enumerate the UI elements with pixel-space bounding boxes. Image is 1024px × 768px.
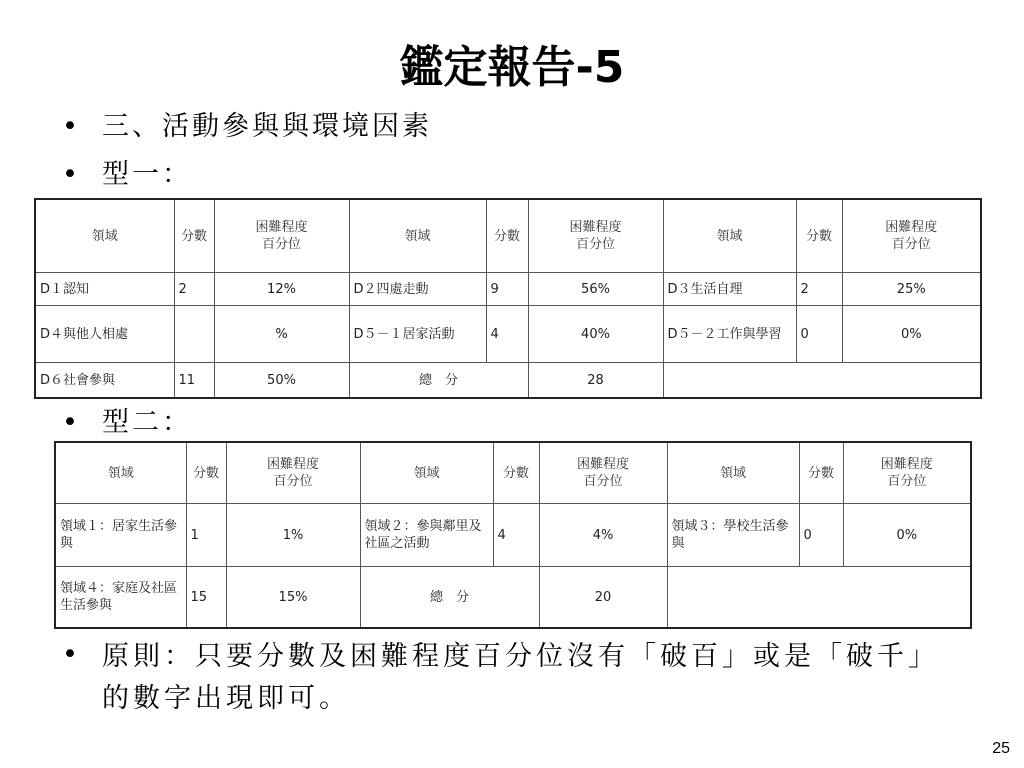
domain-cell: 領域１：居家生活參與: [55, 504, 186, 567]
percentile-cell: 56%: [528, 273, 663, 306]
percentile-cell: 40%: [528, 306, 663, 363]
type-two-score-table: [54, 441, 972, 629]
table-header-row: [55, 442, 971, 504]
header-score: 分數: [493, 442, 539, 504]
percentile-cell: 1%: [226, 504, 360, 567]
bullet-text: 三、活動參與與環境因素: [102, 111, 432, 142]
header-percentile: 困難程度 百分位: [214, 199, 349, 273]
bullet-text: 型二：: [102, 407, 192, 438]
score-cell: 2: [796, 273, 842, 306]
percentile-cell: %: [214, 306, 349, 363]
percentile-cell: 12%: [214, 273, 349, 306]
percentile-cell: 50%: [214, 363, 349, 399]
score-cell: 4: [493, 504, 539, 567]
header-domain: 領域: [349, 199, 486, 273]
bullet-dot-icon: •: [62, 407, 78, 438]
header-percentile: 困難程度 百分位: [226, 442, 360, 504]
domain-cell: 領域３：學校生活參與: [667, 504, 799, 567]
header-percentile: 困難程度 百分位: [539, 442, 667, 504]
header-score: 分數: [174, 199, 214, 273]
score-cell: 4: [486, 306, 528, 363]
percentile-cell: 4%: [539, 504, 667, 567]
bullet-dot-icon: •: [62, 639, 78, 670]
slide-title: 鑑定報告-5: [399, 42, 625, 93]
table-row: [35, 363, 981, 399]
table-header-row: [35, 199, 981, 273]
score-cell: 0: [799, 504, 843, 567]
header-percentile: 困難程度 百分位: [842, 199, 981, 273]
header-percentile: 困難程度 百分位: [843, 442, 971, 504]
percentile-cell: 0%: [842, 306, 981, 363]
header-domain: 領域: [35, 199, 174, 273]
domain-cell: D５－２工作與學習: [663, 306, 796, 363]
domain-cell: D３生活自理: [663, 273, 796, 306]
table-row: [55, 504, 971, 567]
score-cell: 11: [174, 363, 214, 399]
bullet-text: 原則：只要分數及困難程度百分位沒有「破百」或是「破千」的數字出現即可。: [102, 641, 939, 714]
bullet-dot-icon: •: [62, 111, 78, 142]
table-row: [35, 306, 981, 363]
domain-cell: D４與他人相處: [35, 306, 174, 363]
domain-cell: D６社會參與: [35, 363, 174, 399]
table-row: [55, 567, 971, 629]
header-domain: 領域: [667, 442, 799, 504]
header-score: 分數: [799, 442, 843, 504]
percentile-cell: 25%: [842, 273, 981, 306]
total-label: 總 分: [360, 567, 539, 629]
total-score-cell: 20: [539, 567, 667, 629]
percentile-cell: 15%: [226, 567, 360, 629]
score-cell: 15: [186, 567, 226, 629]
domain-cell: D１認知: [35, 273, 174, 306]
page-number: 25: [992, 740, 1010, 757]
score-cell: 9: [486, 273, 528, 306]
total-score-cell: 28: [528, 363, 663, 399]
score-cell: 1: [186, 504, 226, 567]
type-one-score-table: [34, 198, 982, 399]
bullet-text: 型一：: [102, 159, 192, 190]
empty-cell: [667, 567, 971, 629]
header-domain: 領域: [663, 199, 796, 273]
empty-cell: [663, 363, 981, 399]
score-cell: 0: [796, 306, 842, 363]
bullet-principle: [62, 636, 962, 720]
bullet-activity-participation: [62, 108, 432, 146]
percentile-cell: 0%: [843, 504, 971, 567]
header-score: 分數: [796, 199, 842, 273]
score-cell: 2: [174, 273, 214, 306]
header-score: 分數: [186, 442, 226, 504]
bullet-type-two: [62, 404, 192, 442]
domain-cell: 領域２：參與鄰里及社區之活動: [360, 504, 493, 567]
header-domain: 領域: [55, 442, 186, 504]
domain-cell: D５－１居家活動: [349, 306, 486, 363]
table-row: [35, 273, 981, 306]
score-cell: [174, 306, 214, 363]
bullet-type-one: [62, 156, 192, 194]
domain-cell: D２四處走動: [349, 273, 486, 306]
total-label: 總 分: [349, 363, 528, 399]
header-score: 分數: [486, 199, 528, 273]
bullet-dot-icon: •: [62, 159, 78, 190]
header-percentile: 困難程度 百分位: [528, 199, 663, 273]
domain-cell: 領域４：家庭及社區生活參與: [55, 567, 186, 629]
header-domain: 領域: [360, 442, 493, 504]
